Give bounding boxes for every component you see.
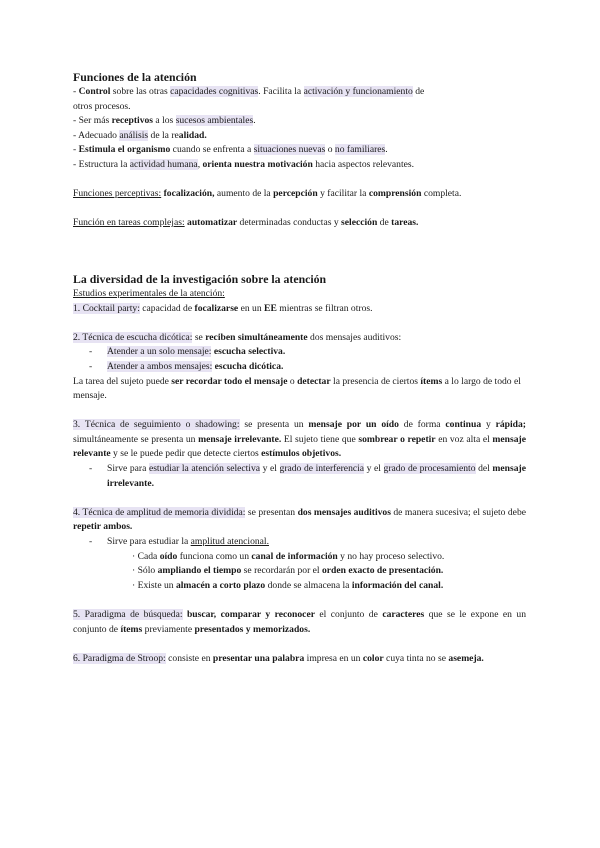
text: completa. — [421, 188, 462, 200]
text: de — [377, 217, 392, 229]
text: donde se almacena la — [265, 579, 352, 591]
highlight: grado de interferencia — [279, 463, 365, 475]
bold-text: receptivos — [111, 115, 154, 127]
line-otros-procesos: otros procesos. — [73, 100, 131, 112]
bold-text: escucha selectiva. — [213, 346, 286, 358]
bold-text: percepción — [273, 188, 318, 200]
bullet-tiempo — [73, 564, 526, 579]
text: funciona como un — [177, 550, 252, 562]
subitem-amplitud — [73, 535, 526, 550]
text: a los — [153, 115, 176, 127]
line-funciones-perceptivas — [73, 187, 526, 202]
text: consiste en — [165, 652, 213, 664]
highlight: 1. Cocktail party: — [73, 302, 140, 314]
highlight: análisis — [119, 129, 149, 141]
bold-text: oído — [159, 550, 178, 562]
bold-text: dos mensajes auditivos — [297, 506, 391, 518]
underlined-text: Funciones perceptivas: — [73, 188, 162, 200]
text: , — [197, 158, 203, 170]
bold-text: ser recordar todo el mensaje — [171, 375, 288, 387]
text: que se le expone en un conjunto de — [73, 609, 527, 635]
underlined-text: Función en tareas complejas: — [73, 217, 185, 229]
highlight: 3. Técnica de seguimiento o shadowing: — [73, 419, 240, 431]
line-estimula — [73, 143, 526, 158]
bold-text: sombrear o repetir — [358, 433, 436, 445]
text: . — [253, 115, 256, 127]
text: la presencia de ciertos — [330, 375, 421, 387]
text: y — [481, 419, 496, 431]
bold-text: Estimula el organismo — [78, 144, 171, 156]
bold-text: EE — [264, 302, 277, 314]
underlined-text: amplitud atencional. — [190, 536, 269, 548]
highlight: no familiares — [334, 144, 386, 156]
bold-text: alidad. — [178, 129, 207, 141]
bold-text: presentados y memorizados. — [194, 623, 311, 635]
bold-text: ampliando el tiempo — [157, 565, 242, 577]
text: de la re — [148, 129, 179, 141]
bold-text: detectar — [297, 375, 331, 387]
text: del — [475, 463, 493, 475]
bold-text: repetir ambos. — [73, 521, 133, 533]
highlight: 5. Paradigma de búsqueda: — [73, 609, 183, 620]
text: y no hay proceso selectivo. — [337, 550, 445, 562]
bold-text: ítems — [420, 375, 443, 387]
text: La tarea del sujeto puede — [73, 375, 172, 387]
bold-text: Control — [78, 86, 111, 97]
text: - — [73, 144, 79, 156]
bold-text: estímulos objetivos. — [261, 448, 342, 460]
subitem-escucha-dicotica — [73, 360, 526, 375]
bold-text: asemeja. — [448, 652, 484, 664]
highlight: situaciones nuevas — [253, 144, 326, 156]
text: Sirve para — [107, 463, 149, 475]
bold-text: buscar, comparar y reconocer — [186, 609, 315, 620]
highlight: capacidades cognitivas — [170, 86, 259, 97]
text: · Cada — [132, 550, 160, 562]
highlight: activación y funcionamiento — [303, 86, 413, 97]
text: capacidad de — [139, 302, 195, 314]
text: a lo largo de todo el mensaje. — [73, 375, 521, 402]
text: hacia aspectos relevantes. — [312, 158, 415, 170]
text: El sujeto tiene que — [281, 433, 359, 445]
text: de forma — [398, 419, 446, 431]
text: o — [287, 375, 298, 387]
text: · Sólo — [132, 565, 158, 577]
bold-text: canal de información — [251, 550, 338, 562]
subitem-sirve-atencion — [73, 462, 526, 491]
text: · Existe un — [132, 579, 176, 591]
bold-text: orienta nuestra motivación — [202, 158, 313, 170]
text: cuya tinta no se — [383, 652, 449, 664]
text: - Estructura la — [73, 158, 130, 170]
text: el conjunto de — [314, 609, 383, 620]
text: - Adecuado — [73, 129, 120, 141]
text: determinadas conductas y — [237, 217, 342, 229]
highlight: 6. Paradigma de Stroop: — [73, 652, 166, 664]
bold-text: focalizarse — [194, 302, 239, 314]
text: sobre las otras — [110, 86, 171, 97]
bold-text: selección — [341, 217, 378, 229]
text: mientras se filtran otros. — [276, 302, 373, 314]
bold-text: reciben simultáneamente — [205, 331, 308, 343]
bold-text: mensaje irrelevante. — [198, 433, 282, 445]
highlight: Atender a ambos mensajes: — [107, 360, 213, 372]
text: de — [412, 86, 425, 97]
item-stroop — [73, 652, 526, 667]
highlight: estudiar la atención selectiva — [148, 463, 261, 475]
text: previamente — [142, 623, 195, 635]
section-title-funciones: Funciones de la atención — [73, 70, 197, 84]
text: impresa en un — [304, 652, 363, 664]
bold-text: continua — [445, 419, 482, 431]
text: y se le puede pedir que detecte ciertos — [110, 448, 262, 460]
text: dos mensajes auditivos: — [307, 331, 402, 343]
bold-text: mensaje irrelevante. — [107, 463, 526, 489]
line-tareas-complejas — [73, 216, 526, 231]
highlight: 2. Técnica de escucha dicótica: — [73, 331, 193, 343]
text: . — [385, 144, 388, 156]
text: simultáneamente se presenta un — [73, 433, 199, 445]
text: - — [73, 86, 79, 97]
bullet-oido — [73, 550, 526, 565]
line-estructura — [73, 158, 526, 173]
bold-text: presentar una palabra — [212, 652, 305, 664]
text: y facilitar la — [317, 188, 369, 200]
highlight: sucesos ambientales — [175, 115, 254, 127]
line-receptivos — [73, 114, 526, 129]
bold-text: información del canal. — [351, 579, 444, 591]
text: . Facilita la — [258, 86, 304, 97]
section-title-diversidad: La diversidad de la investigación sobre la atención — [73, 271, 327, 286]
item-memoria-dividida — [73, 506, 526, 535]
bold-text: automatizar — [187, 217, 238, 229]
text: se — [192, 331, 206, 343]
text: en voz alta el — [435, 433, 493, 445]
highlight: grado de procesamiento — [383, 463, 476, 475]
line-control — [73, 85, 526, 100]
bold-text: ítems — [120, 623, 143, 635]
bold-text: focalización, — [163, 188, 215, 200]
text: Sirve para estudiar la — [107, 536, 191, 548]
bold-text: mensaje por un oído — [308, 419, 399, 431]
text: en un — [238, 302, 265, 314]
subitem-escucha-selectiva — [73, 345, 526, 360]
bold-text: escucha dicótica. — [214, 360, 284, 372]
bold-text: mensaje relevante — [73, 433, 526, 460]
text: se presenta un — [239, 419, 309, 431]
item-busqueda — [73, 608, 526, 637]
text: y el — [364, 463, 384, 475]
highlight: actividad humana — [129, 158, 198, 170]
section-subtitle: Estudios experimentales de la atención: — [73, 287, 225, 299]
item-cocktail-party — [73, 302, 526, 317]
bold-text: caracteres — [382, 609, 425, 620]
paragraph-tarea-sujeto — [73, 375, 526, 404]
highlight: 4. Técnica de amplitud de memoria dividida: — [73, 506, 246, 518]
text: o — [325, 144, 335, 156]
bold-text: color — [362, 652, 384, 664]
bold-text: comprensión — [368, 188, 422, 200]
text: se recordarán por el — [241, 565, 322, 577]
bold-text: rápida; — [495, 419, 526, 431]
item-escucha-dicotica — [73, 331, 526, 346]
text: y el — [260, 463, 280, 475]
bold-text: almacén a corto plazo — [175, 579, 266, 591]
text: - Ser más — [73, 115, 112, 127]
item-shadowing — [73, 418, 526, 462]
text: de manera sucesiva; el sujeto debe — [390, 506, 526, 518]
highlight: Atender a un solo mensaje: — [107, 346, 212, 358]
bold-text: tareas. — [391, 217, 419, 229]
line-analisis — [73, 129, 526, 144]
bold-text: orden exacto de presentación. — [322, 565, 444, 577]
text: se presentan — [245, 506, 298, 518]
bullet-almacen — [73, 579, 526, 594]
text: aumento de la — [214, 188, 274, 200]
text: cuando se enfrenta a — [170, 144, 254, 156]
